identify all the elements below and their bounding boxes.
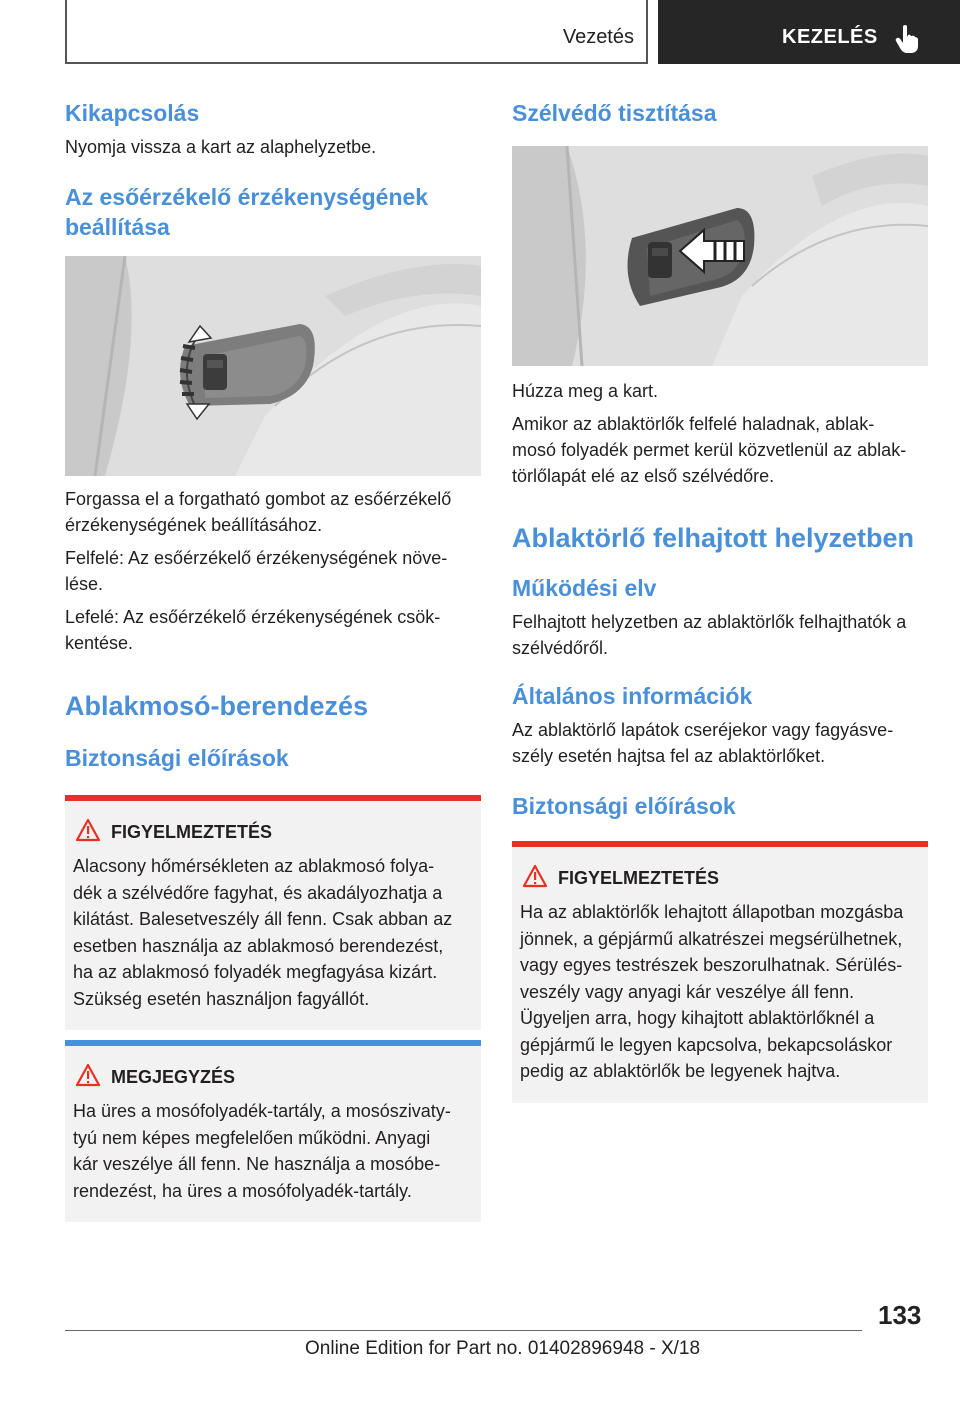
right-column (512, 98, 928, 1103)
wiper-lever-illustration (512, 146, 928, 366)
warning-title-left (73, 819, 473, 845)
note-triangle-icon (75, 1063, 101, 1087)
heading-wiper-folded: Ablaktörlő felhajtott helyzetben (512, 523, 915, 553)
clean-para-1: Húzza meg a kart. (512, 381, 659, 401)
warning-title-right (520, 865, 920, 891)
sensitivity-para-3 (65, 604, 481, 656)
clean-para-2-line3: törlőlapát elé az első szélvédőre. (512, 466, 775, 486)
sensitivity-para-2 (65, 545, 481, 597)
header-chapter-tab (658, 0, 960, 64)
note-box-left (65, 1040, 481, 1222)
note-text (73, 1098, 473, 1204)
pointing-hand-icon (894, 24, 920, 54)
heading-sensitivity-line2: beállítása (65, 214, 170, 240)
warning-box-right (512, 841, 928, 1103)
warning-right-line: pedig az ablaktörlők be legyenek hajtva. (520, 1061, 841, 1081)
heading-safety-right: Biztonsági előírások (512, 793, 736, 819)
warning-right-line: Ha az ablaktörlők lehajtott állapotban mozgásba (520, 902, 904, 922)
warning-left-line: dék a szélvédőre fagyhat, és akadályozhatja a (73, 882, 443, 903)
sensor-knob-photo (65, 256, 481, 476)
general-line1: Az ablaktörlő lapátok cseréjekor vagy fagyásve- (512, 720, 894, 740)
warning-right-line: jönnek, a gépjármű alkatrészei megsérülhetnek, (520, 928, 903, 949)
warning-right-line: Ügyeljen arra, hogy kihajtott ablaktörlőknél a (520, 1008, 875, 1028)
sensitivity-para-3-line2: kentése. (65, 633, 134, 653)
heading-sensitivity-line1: Az esőérzékelő érzékenységének (65, 184, 429, 210)
general-text (512, 717, 928, 769)
warning-right-line: veszély vagy anyagi kár veszélye áll fenn. (520, 981, 855, 1002)
note-line: kár veszélye áll fenn. Ne használja a mosóbe- (73, 1154, 441, 1174)
heading-safety-left: Biztonsági előírások (65, 745, 289, 771)
warning-title-text-left: FIGYELMEZTETÉS (111, 822, 273, 842)
heading-principle: Működési elv (512, 575, 657, 601)
principle-text (512, 609, 928, 661)
sensitivity-para-1-line1: Forgassa el a forgatható gombot az esőérzékelő (65, 489, 452, 509)
warning-right-line: gépjármű le legyen kapcsolva, bekapcsoláskor (520, 1034, 893, 1055)
clean-para-2 (512, 411, 928, 489)
heading-general-info: Általános információk (512, 683, 753, 709)
warning-left-line: kilátást. Balesetveszély áll fenn. Csak abban az (73, 909, 453, 929)
sensitivity-para-2-line2: lése. (65, 574, 104, 594)
warning-box-left (65, 795, 481, 1030)
left-column (65, 98, 481, 1222)
note-title-text: MEGJEGYZÉS (111, 1067, 236, 1087)
general-line2: szély esetén hajtsa fel az ablaktörlőket. (512, 746, 826, 766)
footer-edition: Online Edition for Part no. 01402896948 - X/18 (305, 1338, 701, 1359)
warning-triangle-icon (75, 818, 101, 842)
kikapcsolas-text: Nyomja vissza a kart az alaphelyzetbe. (65, 137, 377, 157)
page-number: 133 (878, 1300, 922, 1330)
warning-left-line: ha az ablakmosó folyadék megfagyása kizárt. (73, 962, 438, 982)
sensitivity-para-1-line2: érzékenységének beállításához. (65, 515, 323, 535)
note-line: rendezést, ha üres a mosófolyadék-tartály. (73, 1180, 412, 1201)
clean-para-2-line1: Amikor az ablaktörlők felfelé haladnak, ablak- (512, 414, 875, 434)
header-section-title: Vezetés (562, 26, 634, 48)
warning-right-line: vagy egyes testrészek beszorulhatnak. Sérülés- (520, 955, 903, 975)
heading-kikapcsolas: Kikapcsolás (65, 100, 200, 126)
sensitivity-para-3-line1: Lefelé: Az esőérzékelő érzékenységének csök- (65, 607, 441, 627)
header-section-tab (65, 0, 648, 64)
heading-windshield-cleaning: Szélvédő tisztítása (512, 100, 717, 126)
sensitivity-para-2-line1: Felfelé: Az esőérzékelő érzékenységének növe- (65, 548, 448, 568)
note-line: Ha üres a mosófolyadék-tartály, a mosószivaty- (73, 1101, 451, 1121)
sensitivity-para-1 (65, 486, 481, 538)
wiper-lever-photo (512, 146, 928, 366)
warning-left-line: Alacsony hőmérsékleten az ablakmosó folya- (73, 856, 435, 876)
warning-left-line: Szükség esetén használjon fagyállót. (73, 988, 370, 1009)
footer-divider (65, 1330, 862, 1331)
heading-washer-system: Ablakmosó-berendezés (65, 691, 369, 721)
warning-triangle-icon (522, 864, 548, 888)
clean-para-2-line2: mosó folyadék permet kerül közvetlenül az ablak- (512, 440, 907, 460)
principle-line2: szélvédőről. (512, 638, 609, 658)
note-line: tyú nem képes megfelelően működni. Anyagi (73, 1127, 431, 1148)
header-chapter-title: KEZELÉS (782, 26, 878, 48)
heading-sensitivity (65, 182, 481, 242)
warning-text-left (73, 853, 473, 1012)
warning-text-right (520, 899, 920, 1085)
warning-left-line: esetben használja az ablakmosó berendezést, (73, 935, 444, 956)
principle-line1: Felhajtott helyzetben az ablaktörlők felhajthatók a (512, 612, 907, 632)
note-title (73, 1064, 473, 1090)
watermark (683, 1334, 960, 1421)
sensor-knob-illustration (65, 256, 481, 476)
warning-title-text-right: FIGYELMEZTETÉS (558, 868, 720, 888)
